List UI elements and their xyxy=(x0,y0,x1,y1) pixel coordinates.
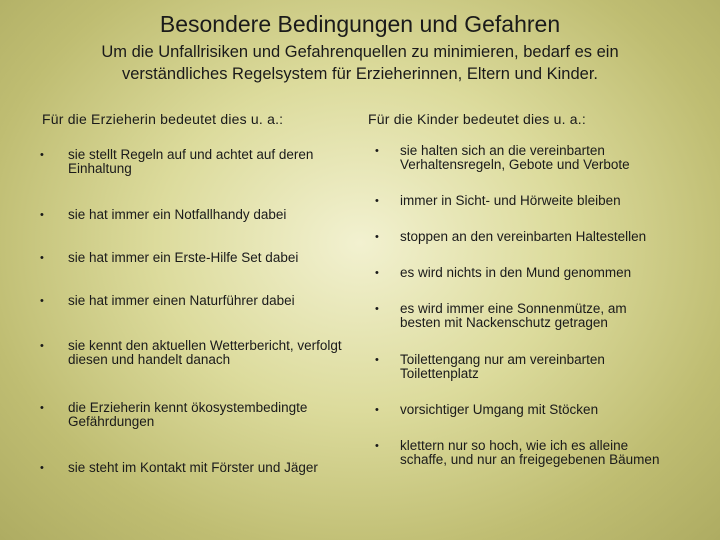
slide-subtitle: Um die Unfallrisiken und Gefahrenquellen zu minimieren, bedarf es ein verständliches Regelsystem für Erzieherinnen, Eltern und Kinder. xyxy=(101,43,619,83)
list-item-text: Toilettengang nur am vereinbarten Toilettenplatz xyxy=(400,352,605,381)
list-item-text: sie hat immer ein Erste-Hilfe Set dabei xyxy=(68,250,299,265)
bullet-marker: • xyxy=(40,209,44,221)
bullet-marker: • xyxy=(40,462,44,474)
list-item-text: immer in Sicht- und Hörweite bleiben xyxy=(400,193,621,208)
list-item-text: sie steht im Kontakt mit Förster und Jäger xyxy=(68,460,318,475)
list-item-text: vorsichtiger Umgang mit Stöcken xyxy=(400,402,599,417)
bullet-marker: • xyxy=(375,231,379,243)
bullet-marker: • xyxy=(375,303,379,315)
bullet-marker: • xyxy=(375,267,379,279)
bullet-marker: • xyxy=(40,402,44,414)
list-item-text: sie hat immer ein Notfallhandy dabei xyxy=(68,207,287,222)
list-item-text: sie stellt Regeln auf und achtet auf deren Einhaltung xyxy=(68,147,314,176)
bullet-marker: • xyxy=(40,340,44,352)
list-item-text: stoppen an den vereinbarten Haltestellen xyxy=(400,229,647,244)
bullet-marker: • xyxy=(375,145,379,157)
right-column-heading: Für die Kinder bedeutet dies u. a.: xyxy=(368,111,586,127)
list-item-text: klettern nur so hoch, wie ich es alleine schaffe, und nur an freigegebenen Bäumen xyxy=(400,438,660,467)
list-item-text: sie hat immer einen Naturführer dabei xyxy=(68,293,295,308)
bullet-marker: • xyxy=(40,295,44,307)
bullet-marker: • xyxy=(40,252,44,264)
list-item-text: die Erzieherin kennt ökosystembedingte Gefährdungen xyxy=(68,400,308,429)
bullet-marker: • xyxy=(375,404,379,416)
bullet-marker: • xyxy=(375,354,379,366)
list-item-text: es wird immer eine Sonnenmütze, am besten mit Nackenschutz getragen xyxy=(400,301,627,330)
bullet-marker: • xyxy=(375,195,379,207)
left-column-heading: Für die Erzieherin bedeutet dies u. a.: xyxy=(42,111,284,127)
bullet-marker: • xyxy=(40,149,44,161)
list-item-text: sie kennt den aktuellen Wetterbericht, verfolgt diesen und handelt danach xyxy=(68,338,342,367)
list-item-text: es wird nichts in den Mund genommen xyxy=(400,265,632,280)
slide-title: Besondere Bedingungen und Gefahren xyxy=(159,11,561,37)
bullet-marker: • xyxy=(375,440,379,452)
list-item-text: sie halten sich an die vereinbarten Verhaltensregeln, Gebote und Verbote xyxy=(400,143,630,172)
